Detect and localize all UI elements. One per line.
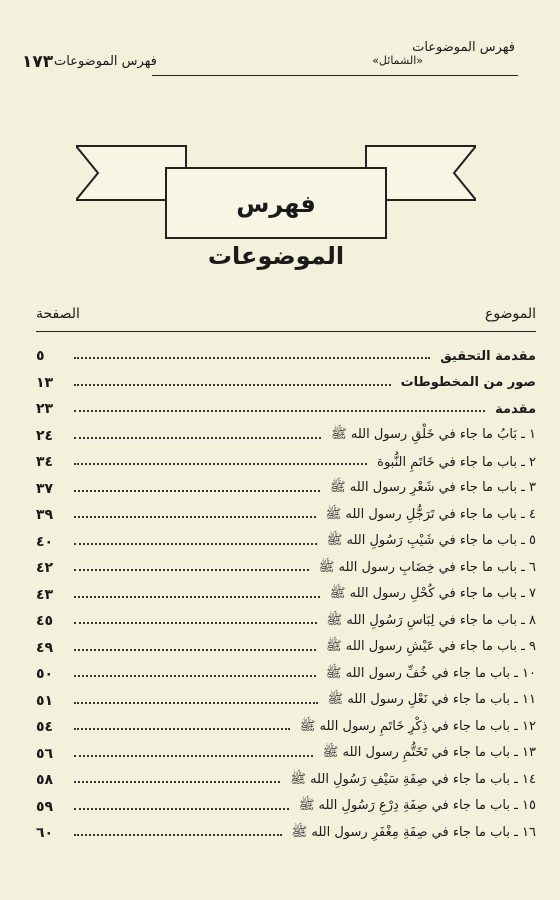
dot-leader (74, 453, 367, 465)
toc-entry[interactable] (36, 582, 536, 609)
toc-entry-page: ٢٣ (36, 401, 54, 418)
toc-entry[interactable] (36, 396, 536, 423)
dot-leader (74, 559, 309, 571)
dot-leader (74, 639, 316, 651)
dot-leader (74, 400, 485, 412)
toc-entry-page: ١٣ (36, 374, 54, 391)
toc-entry-page: ٣٩ (36, 507, 54, 524)
toc-entry-title: ٤ ـ باب ما جاء في تَرَجُّلِ رسول الله ﷺ (320, 506, 536, 525)
dot-leader (74, 798, 289, 810)
toc-entry-page: ٤٢ (36, 560, 54, 577)
toc-entry-title: ١ ـ بَابُ ما جاء في خَلْقِ رسول الله ﷺ (325, 426, 536, 445)
toc-entry[interactable] (36, 820, 536, 847)
toc-entry-page: ٥٠ (36, 666, 54, 683)
toc-entry[interactable] (36, 555, 536, 582)
running-head-rule (290, 75, 518, 76)
toc-entry[interactable] (36, 343, 536, 370)
toc-header (36, 300, 536, 330)
dot-leader (74, 347, 430, 359)
toc-entry-title: ١٦ ـ باب ما جاء في صِفَةِ مِغْفَرِ رسول الله ﷺ (286, 824, 536, 843)
dot-leader (74, 718, 290, 730)
top-label: فهرس الموضوعات (412, 40, 515, 55)
column-header-topic: الموضوع (485, 306, 536, 322)
toc-entry-title: ٥ ـ باب ما جاء في شَيْبِ رَسُولِ الله ﷺ (321, 532, 536, 551)
toc-entry-page: ٦٠ (36, 825, 54, 842)
toc-entry-title: ١٠ ـ باب ما جاء في خُفِّ رسول الله ﷺ (320, 665, 536, 684)
toc-entry-page: ٣٤ (36, 454, 54, 471)
toc-entry-page: ٤٠ (36, 533, 54, 550)
toc-entry[interactable] (36, 370, 536, 397)
toc-entry-page: ٤٥ (36, 613, 54, 630)
toc-entry[interactable] (36, 661, 536, 688)
dot-leader (74, 586, 320, 598)
toc-entry-page: ٥٩ (36, 798, 54, 815)
dot-leader (74, 533, 317, 545)
toc-entry-page: ٤٣ (36, 586, 54, 603)
toc-entry[interactable] (36, 529, 536, 556)
toc-entry[interactable] (36, 635, 536, 662)
toc-entry[interactable] (36, 608, 536, 635)
dot-leader (74, 665, 316, 677)
toc-entry-title: صور من المخطوطات (395, 375, 536, 390)
dot-leader (74, 427, 321, 439)
column-header-page: الصفحة (36, 306, 80, 322)
running-head (22, 52, 518, 76)
toc-entry-title: ٣ ـ باب ما جاء في شَعْرِ رسول الله ﷺ (324, 479, 536, 498)
dot-leader (74, 745, 313, 757)
toc-entry[interactable] (36, 423, 536, 450)
title-banner (76, 138, 476, 270)
toc-entry[interactable] (36, 767, 536, 794)
dot-leader (74, 824, 282, 836)
toc-entry[interactable] (36, 741, 536, 768)
toc-entry-title: ١١ ـ باب ما جاء في نَعْلِ رسول الله ﷺ (322, 691, 537, 710)
toc-entry-title: ٧ ـ باب ما جاء في كُحْلِ رسول الله ﷺ (324, 585, 536, 604)
toc-entry[interactable] (36, 688, 536, 715)
header-rule (36, 331, 536, 332)
page-number: ١٧٣ (22, 52, 54, 72)
toc-entry-page: ٥٤ (36, 719, 54, 736)
toc-entry-title: مقدمة التحقيق (434, 349, 536, 364)
toc-entry-page: ٥٨ (36, 772, 54, 789)
toc-entry-title: ٢ ـ باب ما جاء في خَاتَمِ النُّبوة (371, 455, 536, 470)
toc-entry[interactable] (36, 714, 536, 741)
toc-entry-page: ٣٧ (36, 480, 54, 497)
dot-leader (74, 374, 391, 386)
dot-leader (74, 692, 318, 704)
dot-leader (74, 506, 316, 518)
toc-entry-page: ٢٤ (36, 427, 54, 444)
toc-entry-title: ١٤ ـ باب ما جاء في صِفَةِ سَيْفِ رَسُولِ الله ﷺ (284, 771, 536, 790)
dot-leader (74, 771, 280, 783)
toc-entry[interactable] (36, 502, 536, 529)
running-head-book: «الشمائل» (372, 54, 423, 67)
banner-title: فهرس الموضوعات (207, 190, 345, 270)
toc-entry-page: ٥ (36, 348, 45, 365)
toc-entry-title: مقدمة (489, 402, 536, 417)
toc-entry[interactable] (36, 476, 536, 503)
toc-entry-title: ١٥ ـ باب ما جاء في صِفَةِ دِرْعِ رَسُولِ الله ﷺ (293, 797, 536, 816)
dot-leader (74, 612, 317, 624)
toc-entry-title: ٨ ـ باب ما جاء في لِبَاسِ رَسُولِ الله ﷺ (321, 612, 536, 631)
toc-entry[interactable] (36, 794, 536, 821)
dot-leader (74, 480, 320, 492)
toc-entry-title: ١٣ ـ باب ما جاء في تَخَتُّمِ رسول الله ﷺ (317, 744, 536, 763)
toc-entry-title: ٩ ـ باب ما جاء في عَيْشِ رسول الله ﷺ (320, 638, 536, 657)
running-head-section: فهرس الموضوعات (54, 54, 157, 69)
toc-entry-page: ٥١ (36, 692, 54, 709)
toc-entry-page: ٥٦ (36, 745, 54, 762)
toc-list (36, 343, 536, 847)
toc-entry-title: ٦ ـ باب ما جاء في خِضَابِ رسول الله ﷺ (313, 559, 536, 578)
toc-entry-title: ١٢ ـ باب ما جاء في ذِكْرِ خَاتَمِ رسول الله ﷺ (294, 718, 536, 737)
toc-entry-page: ٤٩ (36, 639, 54, 656)
toc-entry[interactable] (36, 449, 536, 476)
